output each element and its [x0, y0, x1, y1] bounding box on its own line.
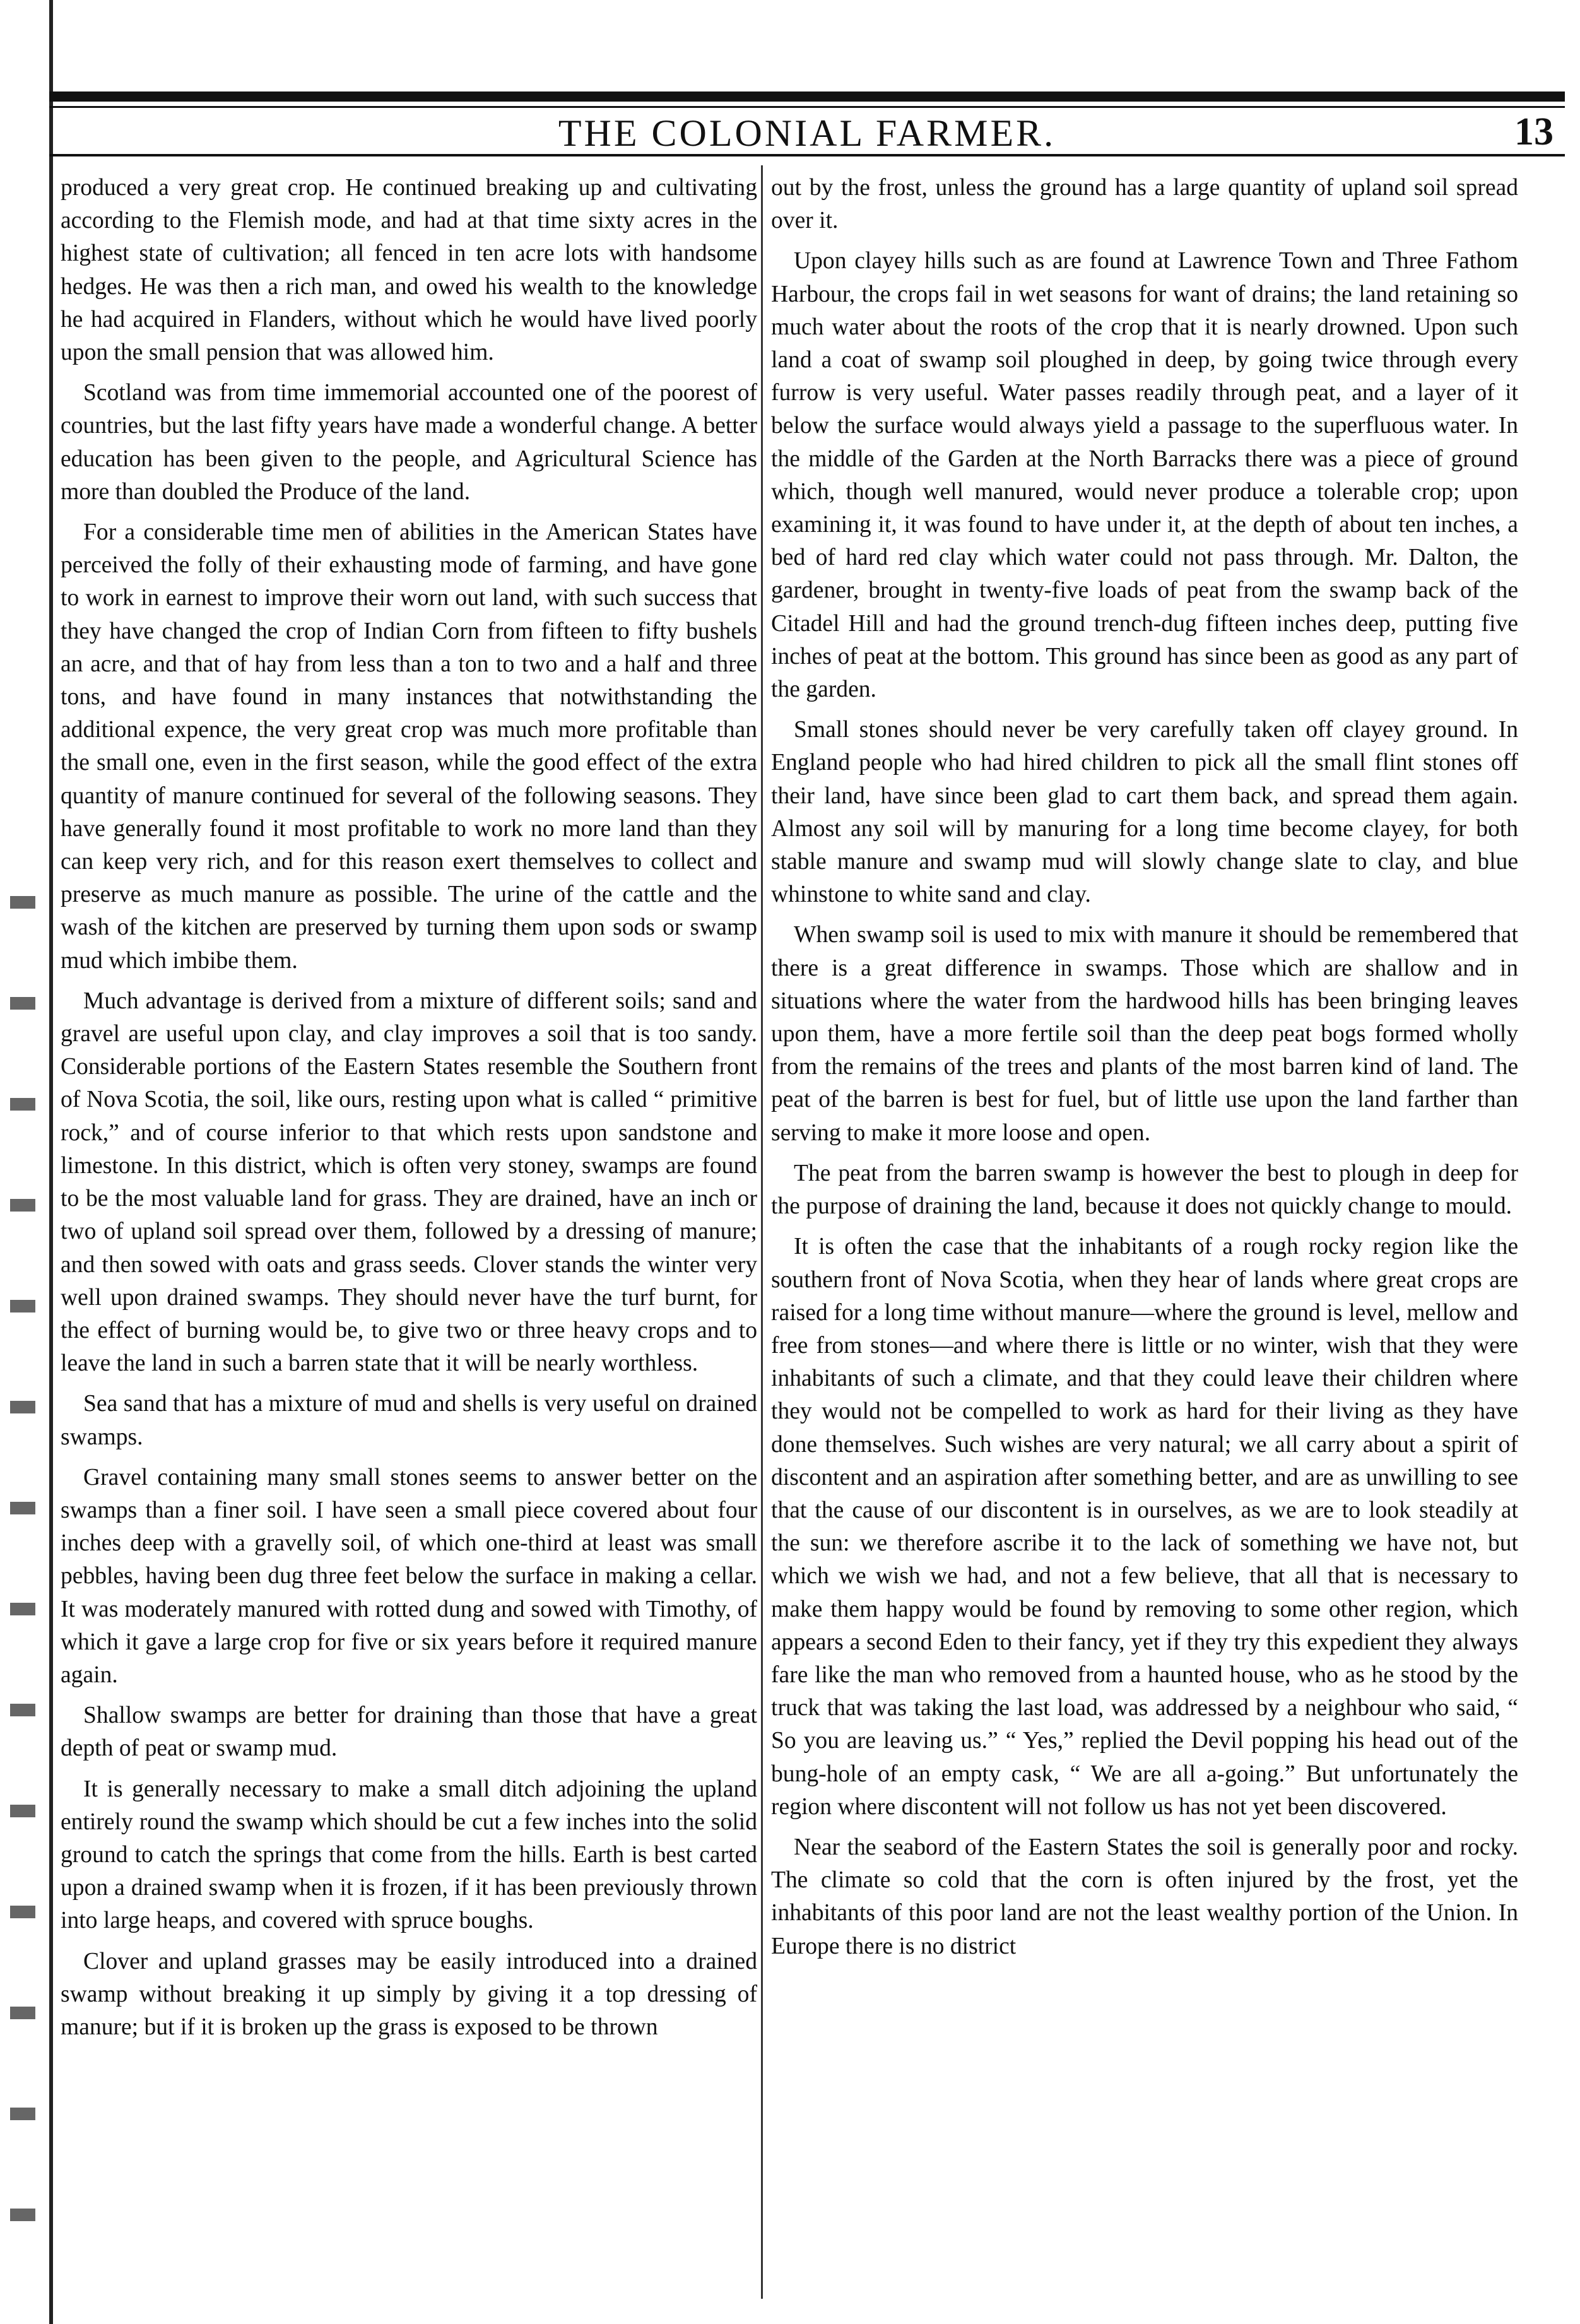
paragraph: It is often the case that the inhabitants of a rough rocky region like the southern front of Nova Scotia, when they hear of lands where great crops are raised for a long time without manure—where the ground is level, mellow and free from stones—and where there is little or no winter, wish that they were inhabitants of such a climate, and that they could leave their children where they would not be compelled to work as hard for their living as they have done themselves. Such wishes are very natural; we all carry about a spirit of discontent and an aspiration after something better, and are as unwilling to see that the cause of our discontent is in ourselves, as we are to look steadily at the sun: we therefore ascribe it to the lack of something we have not, but which we wish we had, and not a few believe, that all that is necessary to make them happy would be found by removing to some other region, which appears a second Eden to their fancy, yet if they try this expedient they always fare like the man who removed from a haunted house, who as he stood by the truck that was taking the last load, was addressed by a neighbour who said, “ So you are leaving us.” “ Yes,” replied the Devil popping his head out of the bung-hole of an empty cask, “ We are all a-going.” But unfortunately the region where discontent will not follow us has not yet been discovered.	[771, 1234, 1518, 1820]
left-column	[61, 172, 757, 2305]
page-title: THE COLONIAL FARMER.	[558, 112, 1056, 154]
paragraph: Much advantage is derived from a mixture of different soils; sand and gravel are useful upon clay, and clay improves a soil that is too sandy. Considerable portions of the Eastern States resemble the Southern front of Nova Scotia, the soil, like ours, resting upon what is called “ primitive rock,” and of course inferior to that which rests upon sandstone and limestone. In this district, which is often very stoney, swamps are found to be the most valuable land for grass. They are drained, have an inch or two of upland soil spread over them, followed by a dressing of manure; and then sowed with oats and grass seeds. Clover stands the winter very well upon drained swamps. They should never have the turf burnt, for the effect of burning would be, to give two or three heavy crops and to leave the land in such a barren state that it will be nearly worthless.	[61, 988, 757, 1377]
right-column	[771, 172, 1518, 2305]
top-thick-rule	[49, 91, 1565, 102]
top-thin-rule	[49, 106, 1565, 108]
paragraph: produced a very great crop. He continued breaking up and cultivating according to the Flemish mode, and had at that time sixty acres in the highest state of cultivation; all fenced in ten acre lots with handsome hedges. He was then a rich man, and owed his wealth to the knowledge he had acquired in Flanders, without which he would have lived poorly upon the small pension that was allowed him.	[61, 175, 757, 366]
paragraph: For a considerable time men of abilities in the American States have perceived the folly of their exhausting mode of farming, and have gone to work in earnest to improve their worn out land, with such success that they have changed the crop of Indian Corn from fifteen to fifty bushels an acre, and that of hay from less than a ton to two and a half and three tons, and have found in many instances that notwithstanding the additional expence, the very great crop was much more profitable than the small one, even in the first season, while the good effect of the extra quantity of manure continued for several of the following seasons. They have generally found it most profitable to work no more land than they can keep very rich, and for this reason exert themselves to collect and preserve as much manure as possible. The urine of the cattle and the wash of the kitchen are preserved by turning them upon sods or swamp mud which imbibe them.	[61, 519, 757, 974]
paragraph: Gravel containing many small stones seems to answer better on the swamps than a finer soil. I have seen a small piece covered about four inches deep with a gravelly soil, of which one-third at least was small pebbles, having been dug three feet below the surface in making a cellar. It was moderately manured with rotted dung and sowed with Timothy, of which it gave a large crop for five or six years before it required manure again.	[61, 1464, 757, 1688]
paragraph: It is generally necessary to make a small ditch adjoining the upland entirely round the swamp which should be cut a few inches into the solid ground to catch the springs that come from the hills. Earth is best carted upon a drained swamp when it is frozen, if it has been previously thrown into large heaps, and covered with spruce boughs.	[61, 1776, 757, 1934]
paragraph: Sea sand that has a mixture of mud and shells is very useful on drained swamps.	[61, 1391, 757, 1450]
paragraph: Shallow swamps are better for draining than those that have a great depth of peat or swamp mud.	[61, 1702, 757, 1762]
paragraph: Scotland was from time immemorial accounted one of the poorest of countries, but the last fifty years have made a wonderful change. A better education has been given to the people, and Agricultural Science has more than doubled the Produce of the land.	[61, 380, 757, 505]
paragraph: Upon clayey hills such as are found at Lawrence Town and Three Fathom Harbour, the crops fail in wet seasons for want of drains; the land retaining so much water about the roots of the crop that it is nearly drowned. Upon such land a coat of swamp soil ploughed in deep, by going twice through every furrow is very useful. Water passes readily through peat, and a layer of it below the surface would always yield a passage to the superfluous water. In the middle of the Garden at the North Barracks there was a piece of ground which, though well manured, would never produce a tolerable crop; upon examining it, it was found to have under it, at the depth of about ten inches, a bed of hard red clay which water could not pass through. Mr. Dalton, the gardener, brought in twenty-five loads of peat from the swamp back of the Citadel Hill and had the ground trench-dug fifteen inches deep, putting five inches of peat at the bottom. This ground has since been as good as any part of the garden.	[771, 248, 1518, 703]
paragraph: Near the seabord of the Eastern States the soil is generally poor and rocky. The climate so cold that the corn is often injured by the frost, yet the inhabitants of this poor land are not the least wealthy portion of the Union. In Europe there is no district	[771, 1834, 1518, 1959]
binding-marks	[10, 852, 35, 2240]
page-header	[49, 111, 1565, 155]
paragraph: Clover and upland grasses may be easily introduced into a drained swamp without breaking it up simply by giving it a top dressing of manure; but if it is broken up the grass is exposed to be thrown	[61, 1948, 757, 2040]
paragraph: The peat from the barren swamp is however the best to plough in deep for the purpose of draining the land, because it does not quickly change to mould.	[771, 1160, 1518, 1220]
header-rule	[49, 154, 1565, 156]
page-number: 13	[1514, 110, 1553, 153]
paragraph: out by the frost, unless the ground has a large quantity of upland soil spread over it.	[771, 175, 1518, 234]
paragraph: Small stones should never be very carefully taken off clayey ground. In England people who had hired children to pick all the small flint stones off their land, have since been glad to cart them back, and spread them again. Almost any soil will by manuring for a long time become clayey, for both stable manure and swamp mud will slowly change slate to clay, and blue whinstone to white sand and clay.	[771, 717, 1518, 908]
column-divider	[761, 165, 763, 2299]
paragraph: When swamp soil is used to mix with manure it should be remembered that there is a great difference in swamps. Those which are shallow and in situations where the water from the hardwood hills has been bringing leaves upon them, have a more fertile soil than the deep peat bogs formed wholly from the remains of the trees and plants of the most barren kind of land. The peat of the barren is best for fuel, but of little use upon the land farther than serving to make it more loose and open.	[771, 922, 1518, 1146]
